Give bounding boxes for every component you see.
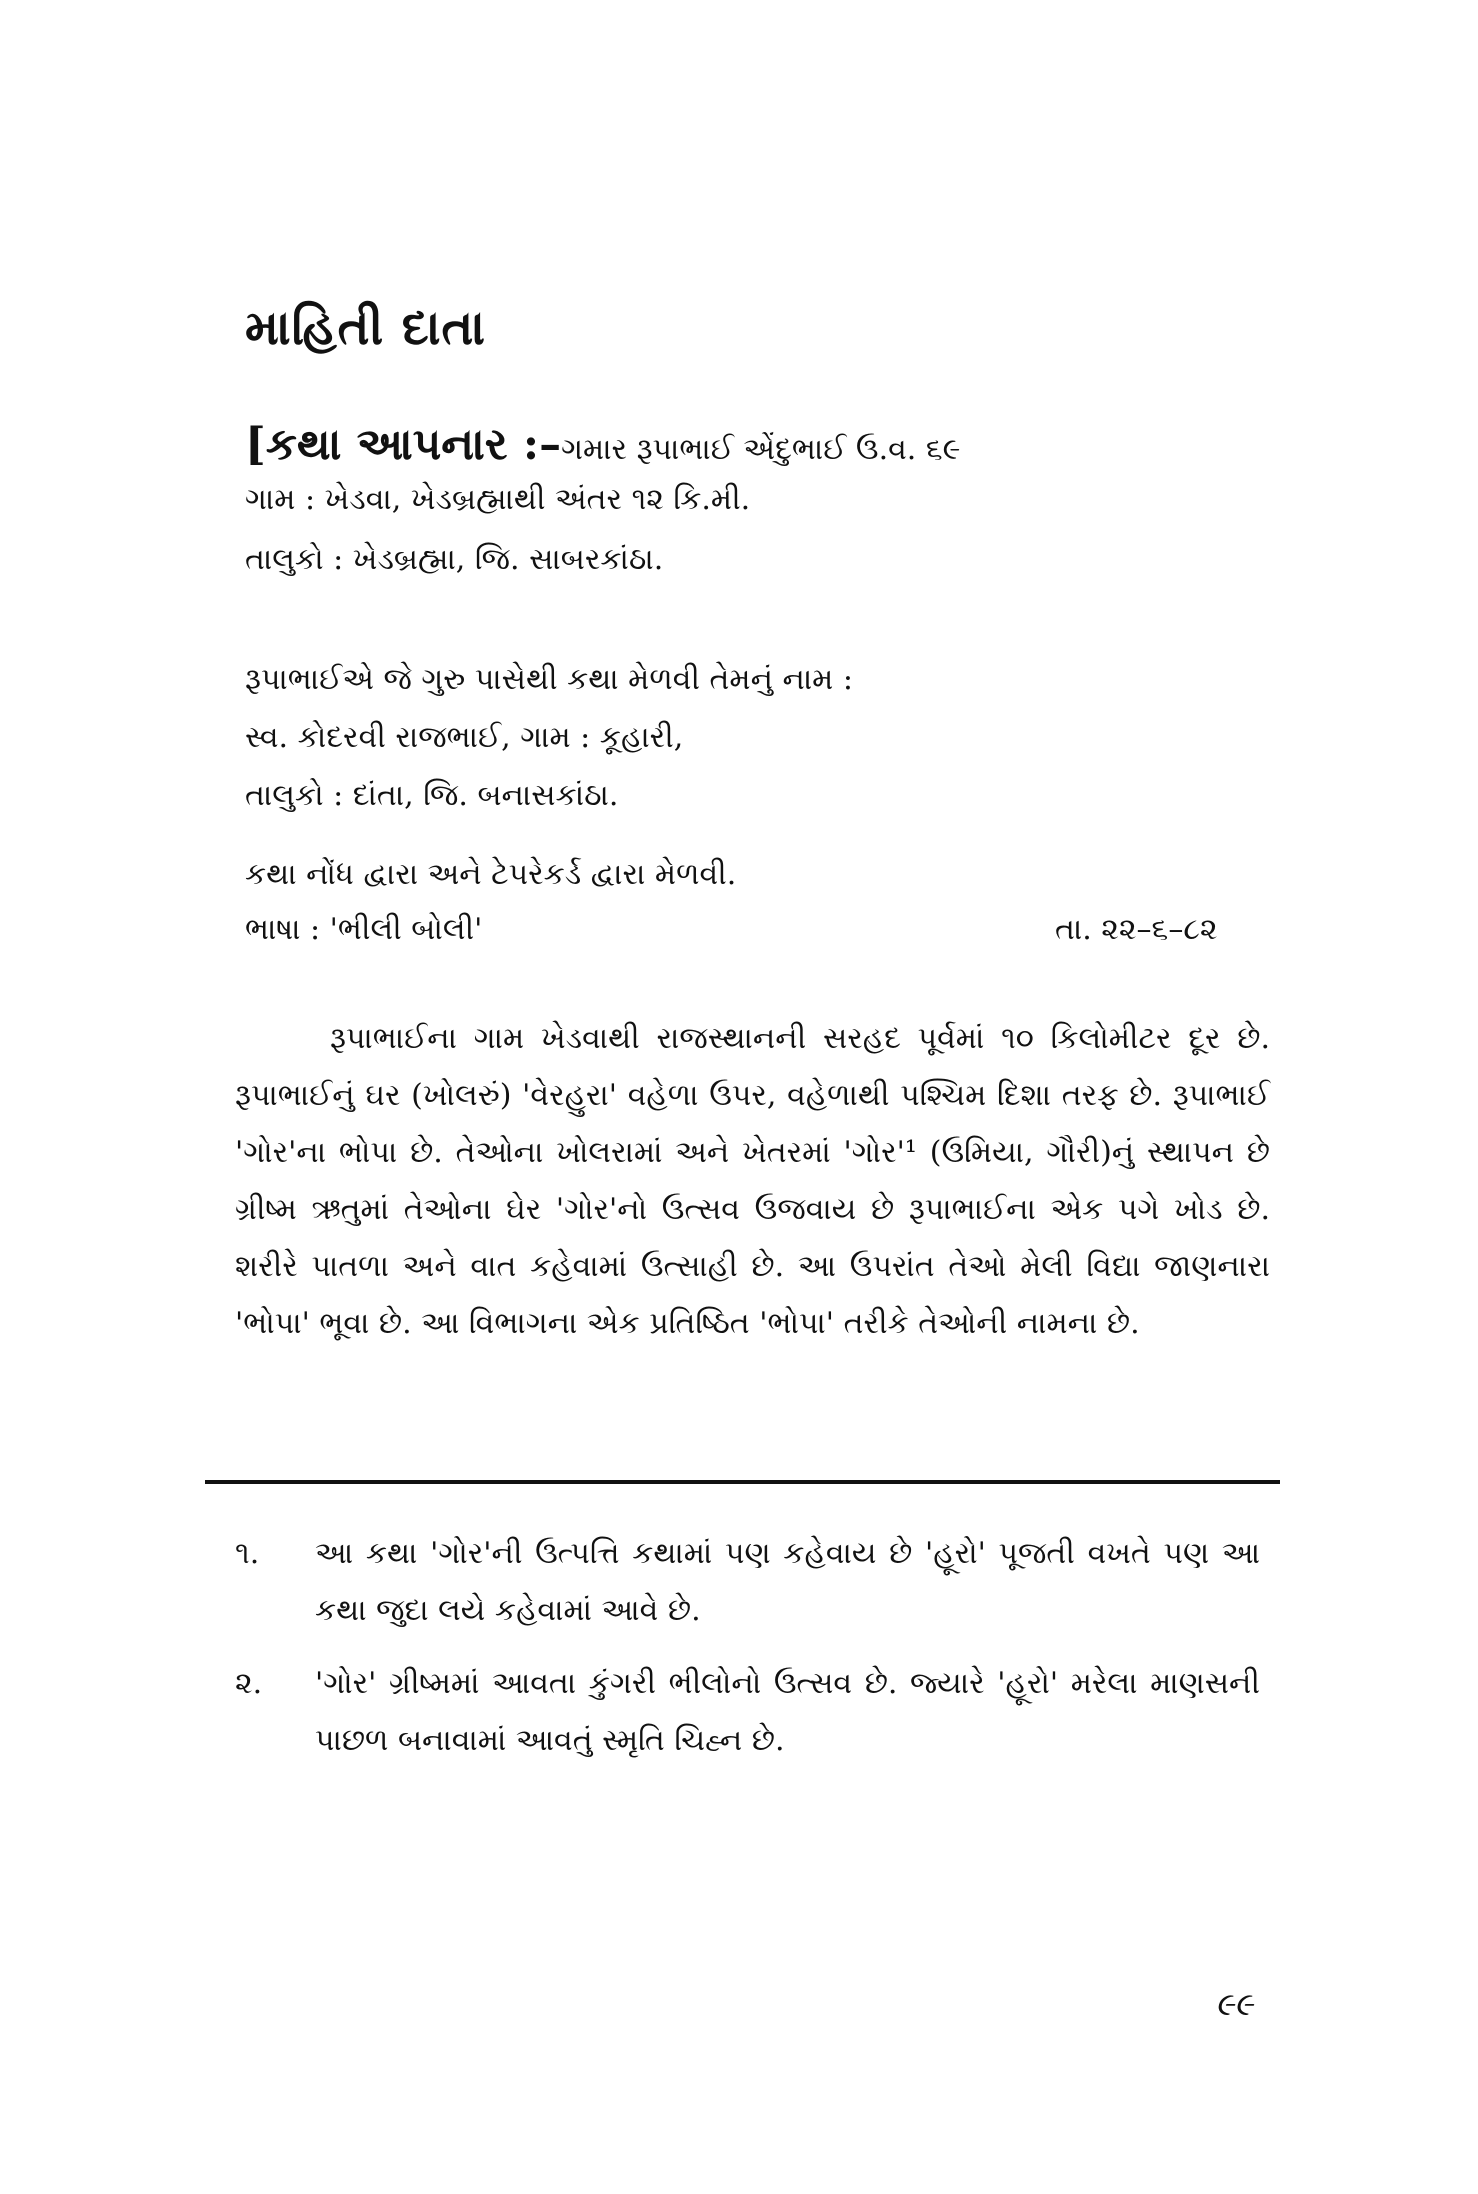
- language: ભાષા : 'ભીલી બોલી': [245, 912, 483, 947]
- collection-method: કથા નોંધ દ્વારા અને ટેપરેકર્ડ દ્વારા મેળવી.: [245, 857, 737, 892]
- body-paragraph: રૂપાભાઈના ગામ ખેડવાથી રાજસ્થાનની સરહદ પૂર્વમાં ૧૦ કિલોમીટર દૂર છે. રૂપાભાઈનું ઘર (ખોલરું) 'વેરહુરા' વહેળા ઉપર, વહેળાથી પશ્ચિમ દિશા તરફ છે. રૂપાભાઈ 'ગોર'ના ભોપા છે. તેઓના ખોલરામાં અને ખેતરમાં 'ગોર'¹ (ઉમિયા, ગૌરી)નું સ્થાપન છે ગ્રીષ્મ ઋતુમાં તેઓના ઘેર 'ગોર'નો ઉત્સવ ઉજવાય છે રૂપાભાઈના એક પગે ખોડ છે. શરીરે પાતળા અને વાત કહેવામાં ઉત્સાહી છે. આ ઉપરાંત તેઓ મેલી વિદ્યા જાણનારા 'ભોપા' ભૂવા છે. આ વિભાગના એક પ્રતિષ્ઠિત 'ભોપા' તરીકે તેઓની નામના છે.: [235, 1021, 1270, 1341]
- narrator-label: [કથા આપનાર :–: [245, 419, 562, 470]
- narrator-name: ગમાર રૂપાભાઈ એંદુભાઈ ઉ.વ. ૬૯: [561, 432, 961, 467]
- guru-name: સ્વ. કોદરવી રાજભાઈ, ગામ : કૂહારી,: [245, 720, 684, 755]
- page-heading: માહિતી દાતા: [245, 300, 487, 356]
- footnote-divider: [205, 1480, 1280, 1484]
- narrator-taluka: તાલુકો : ખેડબ્રહ્મા, જિ. સાબરકાંઠા.: [245, 542, 664, 577]
- guru-taluka: તાલુકો : દાંતા, જિ. બનાસકાંઠા.: [245, 778, 619, 813]
- narrator-line: [245, 419, 961, 470]
- page-number: ૯૯: [1215, 1985, 1253, 2023]
- footnote-number: ૧.: [235, 1536, 260, 1571]
- footnote-1: [235, 1525, 1270, 1639]
- footnote-text: 'ગોર' ગ્રીષ્મમાં આવતા કુંગરી ભીલોનો ઉત્સવ છે. જ્યારે 'હૂરો' મરેલા માણસની પાછળ બનાવામાં આવતું સ્મૃતિ ચિહ્ન છે.: [315, 1666, 1260, 1758]
- footnote-number: ૨.: [235, 1666, 263, 1701]
- date: તા. ૨૨–૬–૮૨: [1055, 912, 1218, 947]
- footnote-2: [235, 1655, 1270, 1769]
- language-line: [245, 910, 1218, 950]
- guru-intro: રૂપાભાઈએ જે ગુરુ પાસેથી કથા મેળવી તેમનું નામ :: [245, 662, 854, 697]
- narrator-village: ગામ : ખેડવા, ખેડબ્રહ્માથી અંતર ૧૨ કિ.મી.: [245, 482, 751, 517]
- footnote-text: આ કથા 'ગોર'ની ઉત્પત્તિ કથામાં પણ કહેવાય છે 'હૂરો' પૂજતી વખતે પણ આ કથા જુદા લયે કહેવામાં આવે છે.: [315, 1536, 1260, 1628]
